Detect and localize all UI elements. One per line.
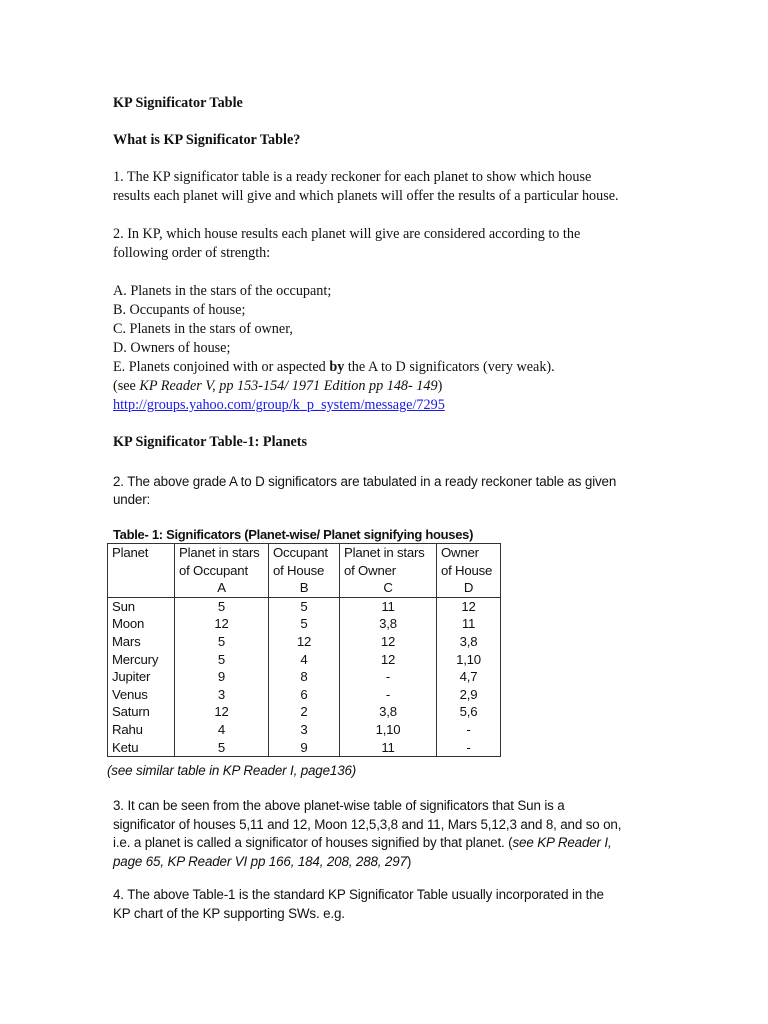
order-item-c: C. Planets in the stars of owner, (113, 321, 293, 337)
cell-d: 5,6 (459, 704, 478, 720)
cell-b: 9 (300, 739, 308, 755)
order-item-a: A. Planets in the stars of the occupant; (113, 283, 332, 299)
header-a-line-1: Planet in stars (179, 545, 260, 560)
cell-a: 5 (217, 651, 226, 667)
header-c-code: C (383, 580, 393, 596)
cell-b: 5 (300, 598, 308, 614)
paragraph-4-line-2: significator of houses 5,11 and 12, Moon 12,5,3,8 and 11, Mars 5,12,3 and 8, and so on, (113, 817, 622, 832)
document-title: KP Significator Table (113, 95, 243, 111)
cell-planet: Rahu (112, 721, 143, 737)
cell-b: 6 (300, 686, 308, 702)
paragraph-4-line-3 (113, 833, 612, 852)
column-c-cells (340, 597, 437, 756)
header-d-line-2: of House (441, 562, 493, 578)
header-b (269, 544, 340, 598)
cell-c: 12 (380, 633, 396, 649)
cell-d: 2,9 (459, 686, 478, 702)
cell-b: 4 (300, 651, 308, 667)
cell-planet: Sun (112, 598, 135, 614)
paragraph-2-line-2: following order of strength: (113, 245, 271, 261)
cell-b: 3 (300, 721, 308, 737)
order-item-b: B. Occupants of house; (113, 302, 246, 318)
paragraph-4-line-4-close: ) (406, 854, 412, 869)
order-item-e-prefix: E. Planets conjoined with or aspected (113, 359, 330, 375)
order-item-e-bold: by (329, 359, 345, 375)
cell-a: 4 (217, 721, 226, 737)
header-a (175, 544, 269, 598)
cell-c: - (385, 669, 391, 685)
paragraph-2-line-1: 2. In KP, which house results each planet will give are considered according to the (113, 226, 581, 242)
cell-a: 3 (217, 686, 226, 702)
header-c-line-2: of Owner (344, 562, 396, 578)
header-c-line-1: Planet in stars (344, 545, 425, 560)
header-d-line-1: Owner (441, 545, 479, 560)
paragraph-4-line-4 (113, 852, 411, 871)
cell-c: - (385, 686, 391, 702)
section-heading: KP Significator Table-1: Planets (113, 434, 308, 450)
question-heading: What is KP Significator Table? (113, 132, 301, 148)
header-b-line-2: of House (273, 562, 325, 578)
cell-b: 12 (296, 633, 312, 649)
table-caption: Table- 1: Significators (Planet-wise/ Planet signifying houses) (113, 527, 474, 542)
cell-d: 3,8 (459, 633, 478, 649)
yahoo-groups-link[interactable]: http://groups.yahoo.com/group/k_p_system/message/7295 (113, 397, 445, 413)
cell-c: 11 (381, 739, 395, 755)
cell-c: 11 (381, 598, 395, 614)
cell-planet: Jupiter (112, 669, 151, 685)
cell-planet: Ketu (112, 739, 139, 755)
cell-d: 4,7 (459, 669, 478, 685)
cell-planet: Mercury (112, 651, 159, 667)
order-item-e-suffix: the A to D significators (very weak). (344, 359, 555, 375)
cell-d: 12 (461, 598, 476, 614)
order-item-d: D. Owners of house; (113, 340, 231, 356)
cell-d: 1,10 (456, 651, 481, 667)
paragraph-4-line-4-ref: page 65, KP Reader VI pp 166, 184, 208, 288, 297 (113, 854, 407, 869)
cell-d: 11 (461, 616, 476, 632)
reference-text: KP Reader V, pp 153-154/ 1971 Edition pp 148- 149 (139, 378, 438, 394)
significator-table (107, 543, 501, 757)
cell-b: 2 (300, 704, 308, 720)
column-d-cells (437, 597, 501, 756)
header-c (340, 544, 437, 598)
cell-c: 12 (380, 651, 396, 667)
cell-a: 12 (214, 704, 229, 720)
cell-b: 8 (300, 669, 308, 685)
column-b-cells (269, 597, 340, 756)
table-header-row (108, 544, 501, 598)
cell-a: 9 (217, 669, 226, 685)
table-note: (see similar table in KP Reader I, page136) (107, 763, 357, 778)
cell-planet: Moon (112, 616, 145, 632)
cell-a: 5 (217, 739, 226, 755)
paragraph-4-line-3-ref: see KP Reader I, (512, 835, 612, 850)
cell-d: - (466, 739, 471, 755)
header-d-code: D (463, 580, 474, 596)
cell-a: 12 (214, 616, 229, 632)
cell-planet: Saturn (112, 704, 150, 720)
cell-c: 3,8 (379, 704, 397, 720)
paragraph-4-line-1: 3. It can be seen from the above planet-wise table of significators that Sun is a (113, 798, 565, 813)
cell-c: 3,8 (379, 616, 397, 632)
paragraph-3-line-2: under: (113, 492, 151, 507)
paragraph-1-line-1: 1. The KP significator table is a ready reckoner for each planet to show which house (113, 169, 592, 185)
header-b-code: B (299, 580, 309, 596)
column-a-cells (175, 597, 269, 756)
table-data-block (108, 597, 501, 756)
cell-a: 5 (217, 598, 226, 614)
cell-d: - (466, 721, 471, 737)
header-planet: Planet (108, 544, 175, 598)
cell-a: 5 (217, 633, 226, 649)
cell-c: 1,10 (375, 721, 401, 737)
header-b-line-1: Occupant (273, 545, 328, 560)
paragraph-4-line-3-text: i.e. a planet is called a significator of houses signified by that planet. ( (113, 835, 513, 850)
reference-open: (see (113, 378, 140, 394)
header-d (437, 544, 501, 598)
cell-b: 5 (300, 616, 308, 632)
column-planet-cells (108, 597, 175, 756)
cell-planet: Mars (112, 633, 141, 649)
paragraph-5-line-1: 4. The above Table-1 is the standard KP Significator Table usually incorporated in the (113, 887, 604, 902)
order-item-e (113, 358, 555, 377)
reference-line (113, 377, 442, 396)
paragraph-1-line-2: results each planet will give and which planets will offer the results of a particular house. (113, 188, 619, 204)
header-a-line-2: of Occupant (179, 562, 248, 578)
paragraph-3-line-1: 2. The above grade A to D significators are tabulated in a ready reckoner table as given (113, 474, 617, 489)
header-a-code: A (217, 580, 226, 596)
paragraph-5-line-2: KP chart of the KP supporting SWs. e.g. (113, 906, 345, 921)
reference-close: ) (437, 378, 443, 394)
cell-planet: Venus (112, 686, 148, 702)
